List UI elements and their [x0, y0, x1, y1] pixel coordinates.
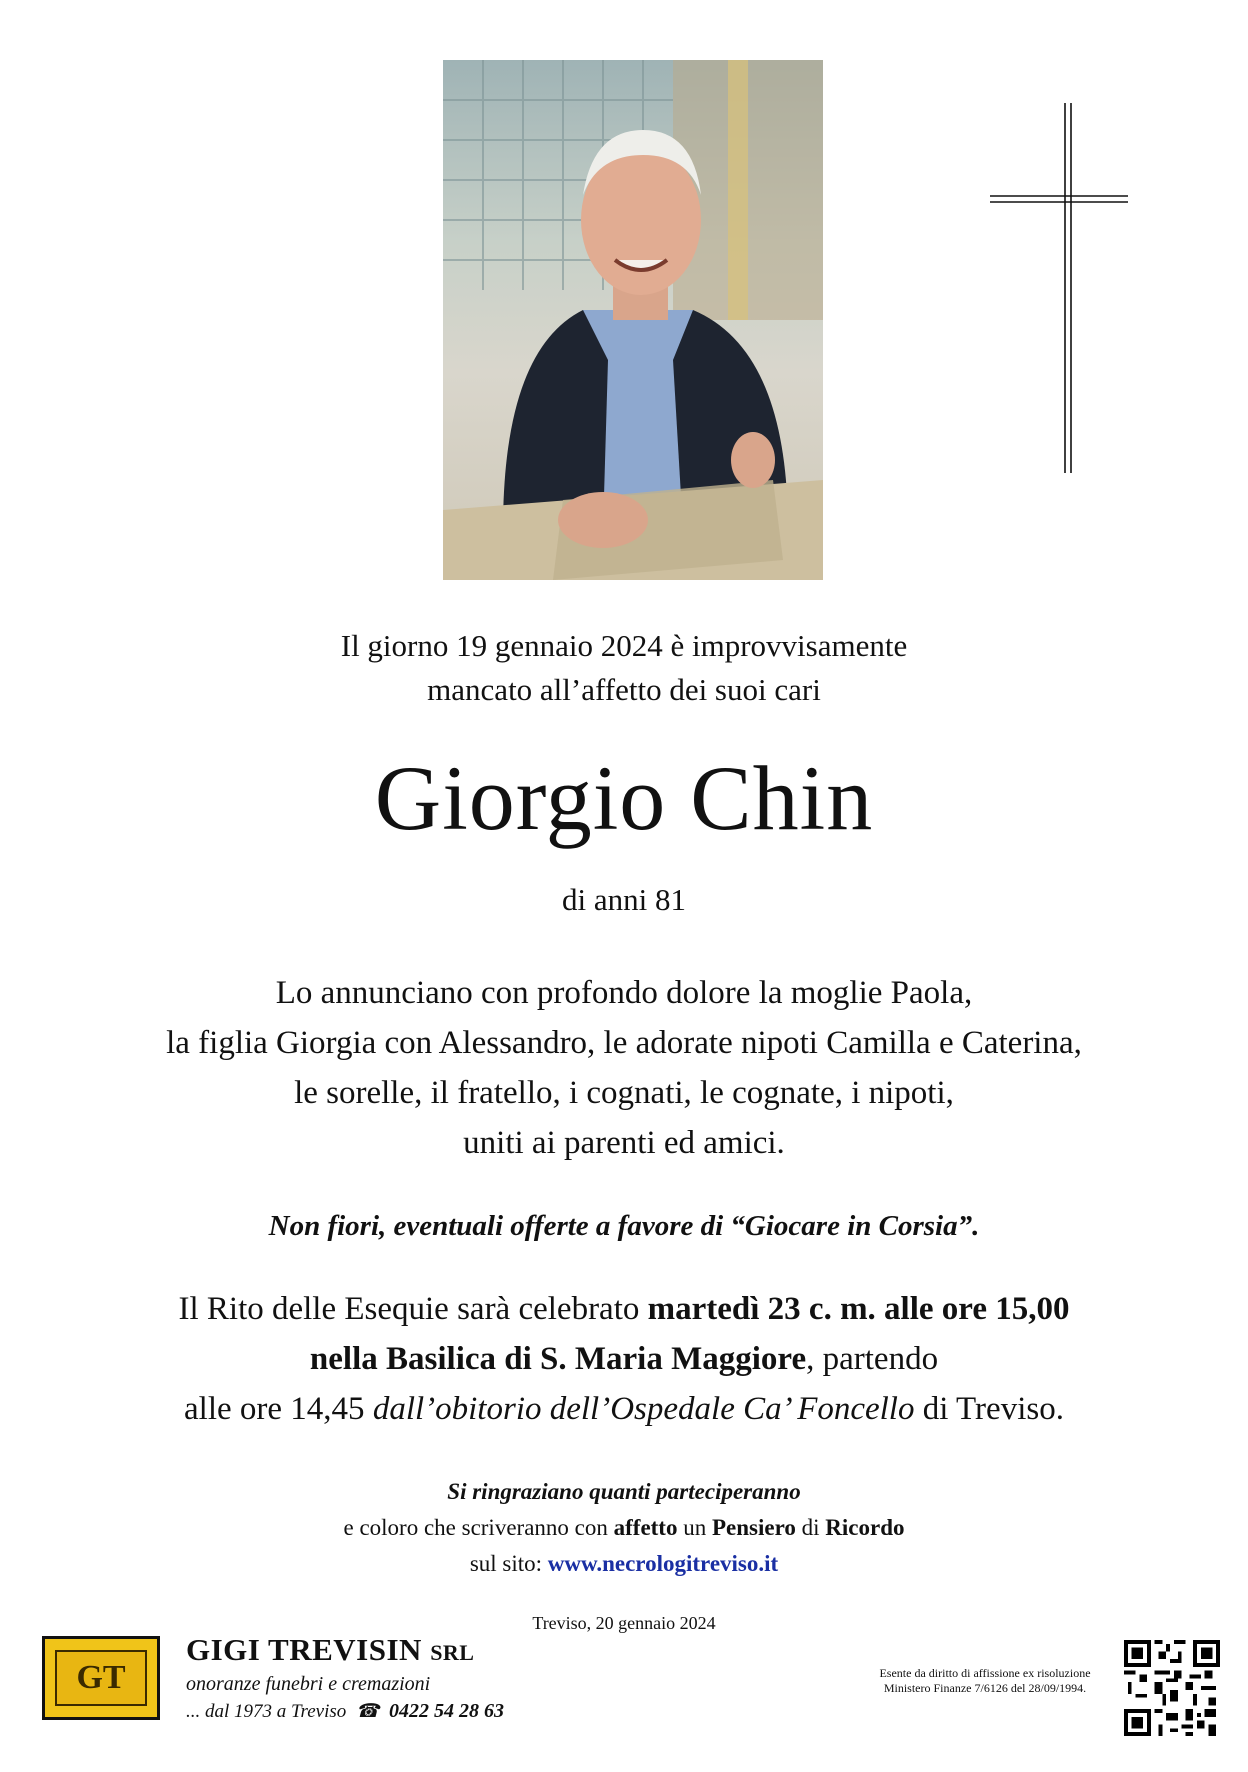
thanks-line-2: e coloro che scriveranno con affetto un Pensiero di Ricordo	[343, 1515, 905, 1540]
company-logo	[42, 1636, 160, 1720]
website-link[interactable]: www.necrologitreviso.it	[547, 1551, 779, 1576]
funeral-line-2	[0, 1334, 1248, 1384]
announcement-line-3: le sorelle, il fratello, i cognati, le cognate, i nipoti,	[294, 1075, 954, 1111]
intro-line-1: Il giorno 19 gennaio 2024 è improvvisamente	[340, 628, 908, 663]
funeral-text: di Treviso.	[914, 1391, 1064, 1427]
thanks-line-3: sul sito: www.necrologitreviso.it	[469, 1551, 779, 1576]
company-name: GIGI TREVISIN SRL	[186, 1632, 475, 1667]
cross-icon	[990, 103, 1130, 473]
portrait-illustration	[443, 60, 823, 580]
qr-code[interactable]	[1124, 1640, 1220, 1736]
funeral-line-3	[0, 1384, 1248, 1434]
thanks-line-1: Si ringraziano quanti parteciperanno	[447, 1479, 801, 1504]
announcement	[0, 968, 1248, 1168]
flowers-note: Non fiori, eventuali offerte a favore di “Giocare in Corsia”.	[268, 1210, 980, 1242]
company-phone[interactable]: 0422 54 28 63	[388, 1700, 504, 1722]
company-tagline: onoranze funebri e cremazioni	[186, 1673, 431, 1695]
announcement-line-4: uniti ai parenti ed amici.	[463, 1125, 785, 1161]
funeral-datetime: martedì 23 c. m. alle ore 15,00	[647, 1291, 1070, 1327]
deceased-name: Giorgio Chin	[374, 747, 874, 849]
funeral-text: , partendo	[806, 1341, 939, 1377]
funeral-text: Il Rito delle Esequie sarà celebrato	[178, 1291, 648, 1327]
funeral-info	[0, 1284, 1248, 1434]
thanks-note	[0, 1474, 1248, 1582]
deceased-age: di anni 81	[562, 882, 686, 917]
portrait-photo	[443, 60, 823, 580]
funeral-location: nella Basilica di S. Maria Maggiore	[309, 1341, 807, 1377]
issue-date: Treviso, 20 gennaio 2024	[532, 1613, 716, 1633]
logo-monogram: GT	[55, 1650, 147, 1706]
intro-text	[0, 624, 1248, 712]
announcement-line-2: la figlia Giorgia con Alessandro, le adorate nipoti Camilla e Caterina,	[166, 1025, 1082, 1061]
funeral-text: alle ore 14,45	[184, 1391, 373, 1427]
funeral-line-1	[0, 1284, 1248, 1334]
intro-line-2: mancato all’affetto dei suoi cari	[427, 672, 821, 707]
company-info	[186, 1632, 504, 1726]
company-since: ... dal 1973 a Treviso ☎ 0422 54 28 63	[186, 1700, 504, 1722]
phone-icon: ☎	[351, 1701, 385, 1722]
funeral-departure: dall’obitorio dell’Ospedale Ca’ Foncello	[372, 1391, 915, 1427]
exemption-note: Esente da diritto di affissione ex risoluzione Ministero Finanze 7/6126 del 28/09/1994.	[879, 1666, 1091, 1695]
announcement-line-1: Lo annunciano con profondo dolore la moglie Paola,	[275, 975, 973, 1011]
